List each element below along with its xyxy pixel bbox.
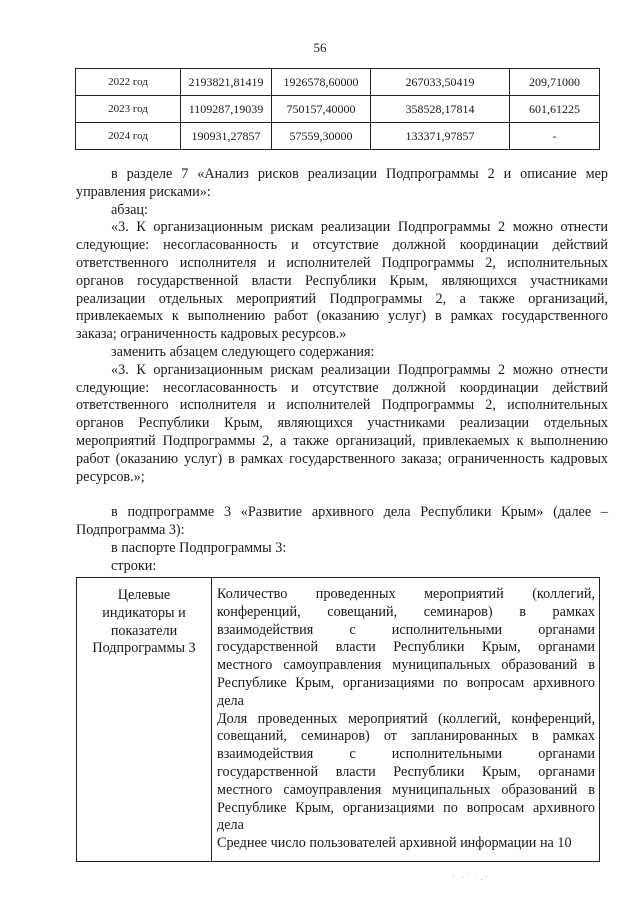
table-row [76,123,600,150]
table-row [77,578,600,862]
paragraph-section-7: в разделе 7 «Анализ рисков реализации Подпрограммы 2 и описание мер управления рисками»: [76,166,608,200]
year-cell: 2022 год [76,69,181,96]
paragraph-replace: заменить абзацем следующего содержания: [111,343,375,360]
year-cell: 2023 год [76,96,181,123]
value-cell: 57559,30000 [272,123,371,150]
paragraph-abzac: абзац: [111,201,148,218]
value-cell: 209,71000 [510,69,600,96]
passport-label-cell: Целевые индикаторы и показатели Подпрограммы 3 [77,578,212,862]
spacer [76,486,608,504]
scan-mark: · ·˙ ·.· [452,872,490,882]
indicator-item: Доля проведенных мероприятий (коллегий, конференций, совещаний, семинаров) от запланированных в рамках взаимодействия с исполнительными органами государственной власти Республики Крым, органами местного самоуправления муниципальных образований в Республике Крым, организациями по вопросам архивного дела [217,710,595,834]
value-cell: 1109287,19039 [181,96,272,123]
paragraph-old-text: «3. К организационным рискам реализации Подпрограммы 2 можно отнести следующие: несогласованность и отсутствие должной координации действий ответственного исполнителя и исполнителей Подпрограммы 2, исполнительных органов государственной власти Республики Крым, являющихся участниками реализации отдельных мероприятий Подпрограммы 2, а также организаций, привлекаемых к выполнению работ (оказанию услуг) в рамках государственного заказа; ограниченность кадровых ресурсов.» [76,219,608,343]
page-number: 56 [313,40,327,55]
value-cell: 1926578,60000 [272,69,371,96]
paragraph-passport: в паспорте Подпрограммы 3: [111,539,287,556]
value-cell: 601,61225 [510,96,600,123]
document-body [76,166,608,576]
indicator-item: Количество проведенных мероприятий (коллегий, конференций, совещаний, семинаров) в рамках взаимодействия с исполнительными органами государственной власти Республики Крым, органами местного самоуправления муниципальных образований в Республике Крым, организациями по вопросам архивного дела [217,586,595,709]
value-cell: 190931,27857 [181,123,272,150]
passport-content-cell [212,578,600,862]
paragraph-subprogram-3: в подпрограмме 3 «Развитие архивного дела Республики Крым» (далее – Подпрограмма 3): [76,504,608,539]
paragraph-lines: строки: [111,557,157,574]
table-row [76,96,600,123]
value-cell: - [510,123,600,150]
value-cell: 358528,17814 [371,96,510,123]
value-cell: 133371,97857 [371,123,510,150]
passport-table [76,577,600,862]
table-row [76,69,600,96]
paragraph-new-text: «3. К организационным рискам реализации Подпрограммы 2 можно отнести следующие: несогласованность и отсутствие должной координации действий ответственного исполнителя и исполнителей Подпрограммы 2, исполнительных органов Республики Крым, являющихся участниками реализации отдельных мероприятий Подпрограммы 2, а также организаций, привлекаемых к выполнению работ (оказанию услуг) в рамках государственного заказа; ограниченность кадровых ресурсов.»; [76,361,608,485]
indicator-item: Среднее число пользователей архивной информации на 10 [217,835,572,852]
value-cell: 750157,40000 [272,96,371,123]
year-cell: 2024 год [76,123,181,150]
value-cell: 267033,50419 [371,69,510,96]
finance-table [75,68,600,150]
value-cell: 2193821,81419 [181,69,272,96]
